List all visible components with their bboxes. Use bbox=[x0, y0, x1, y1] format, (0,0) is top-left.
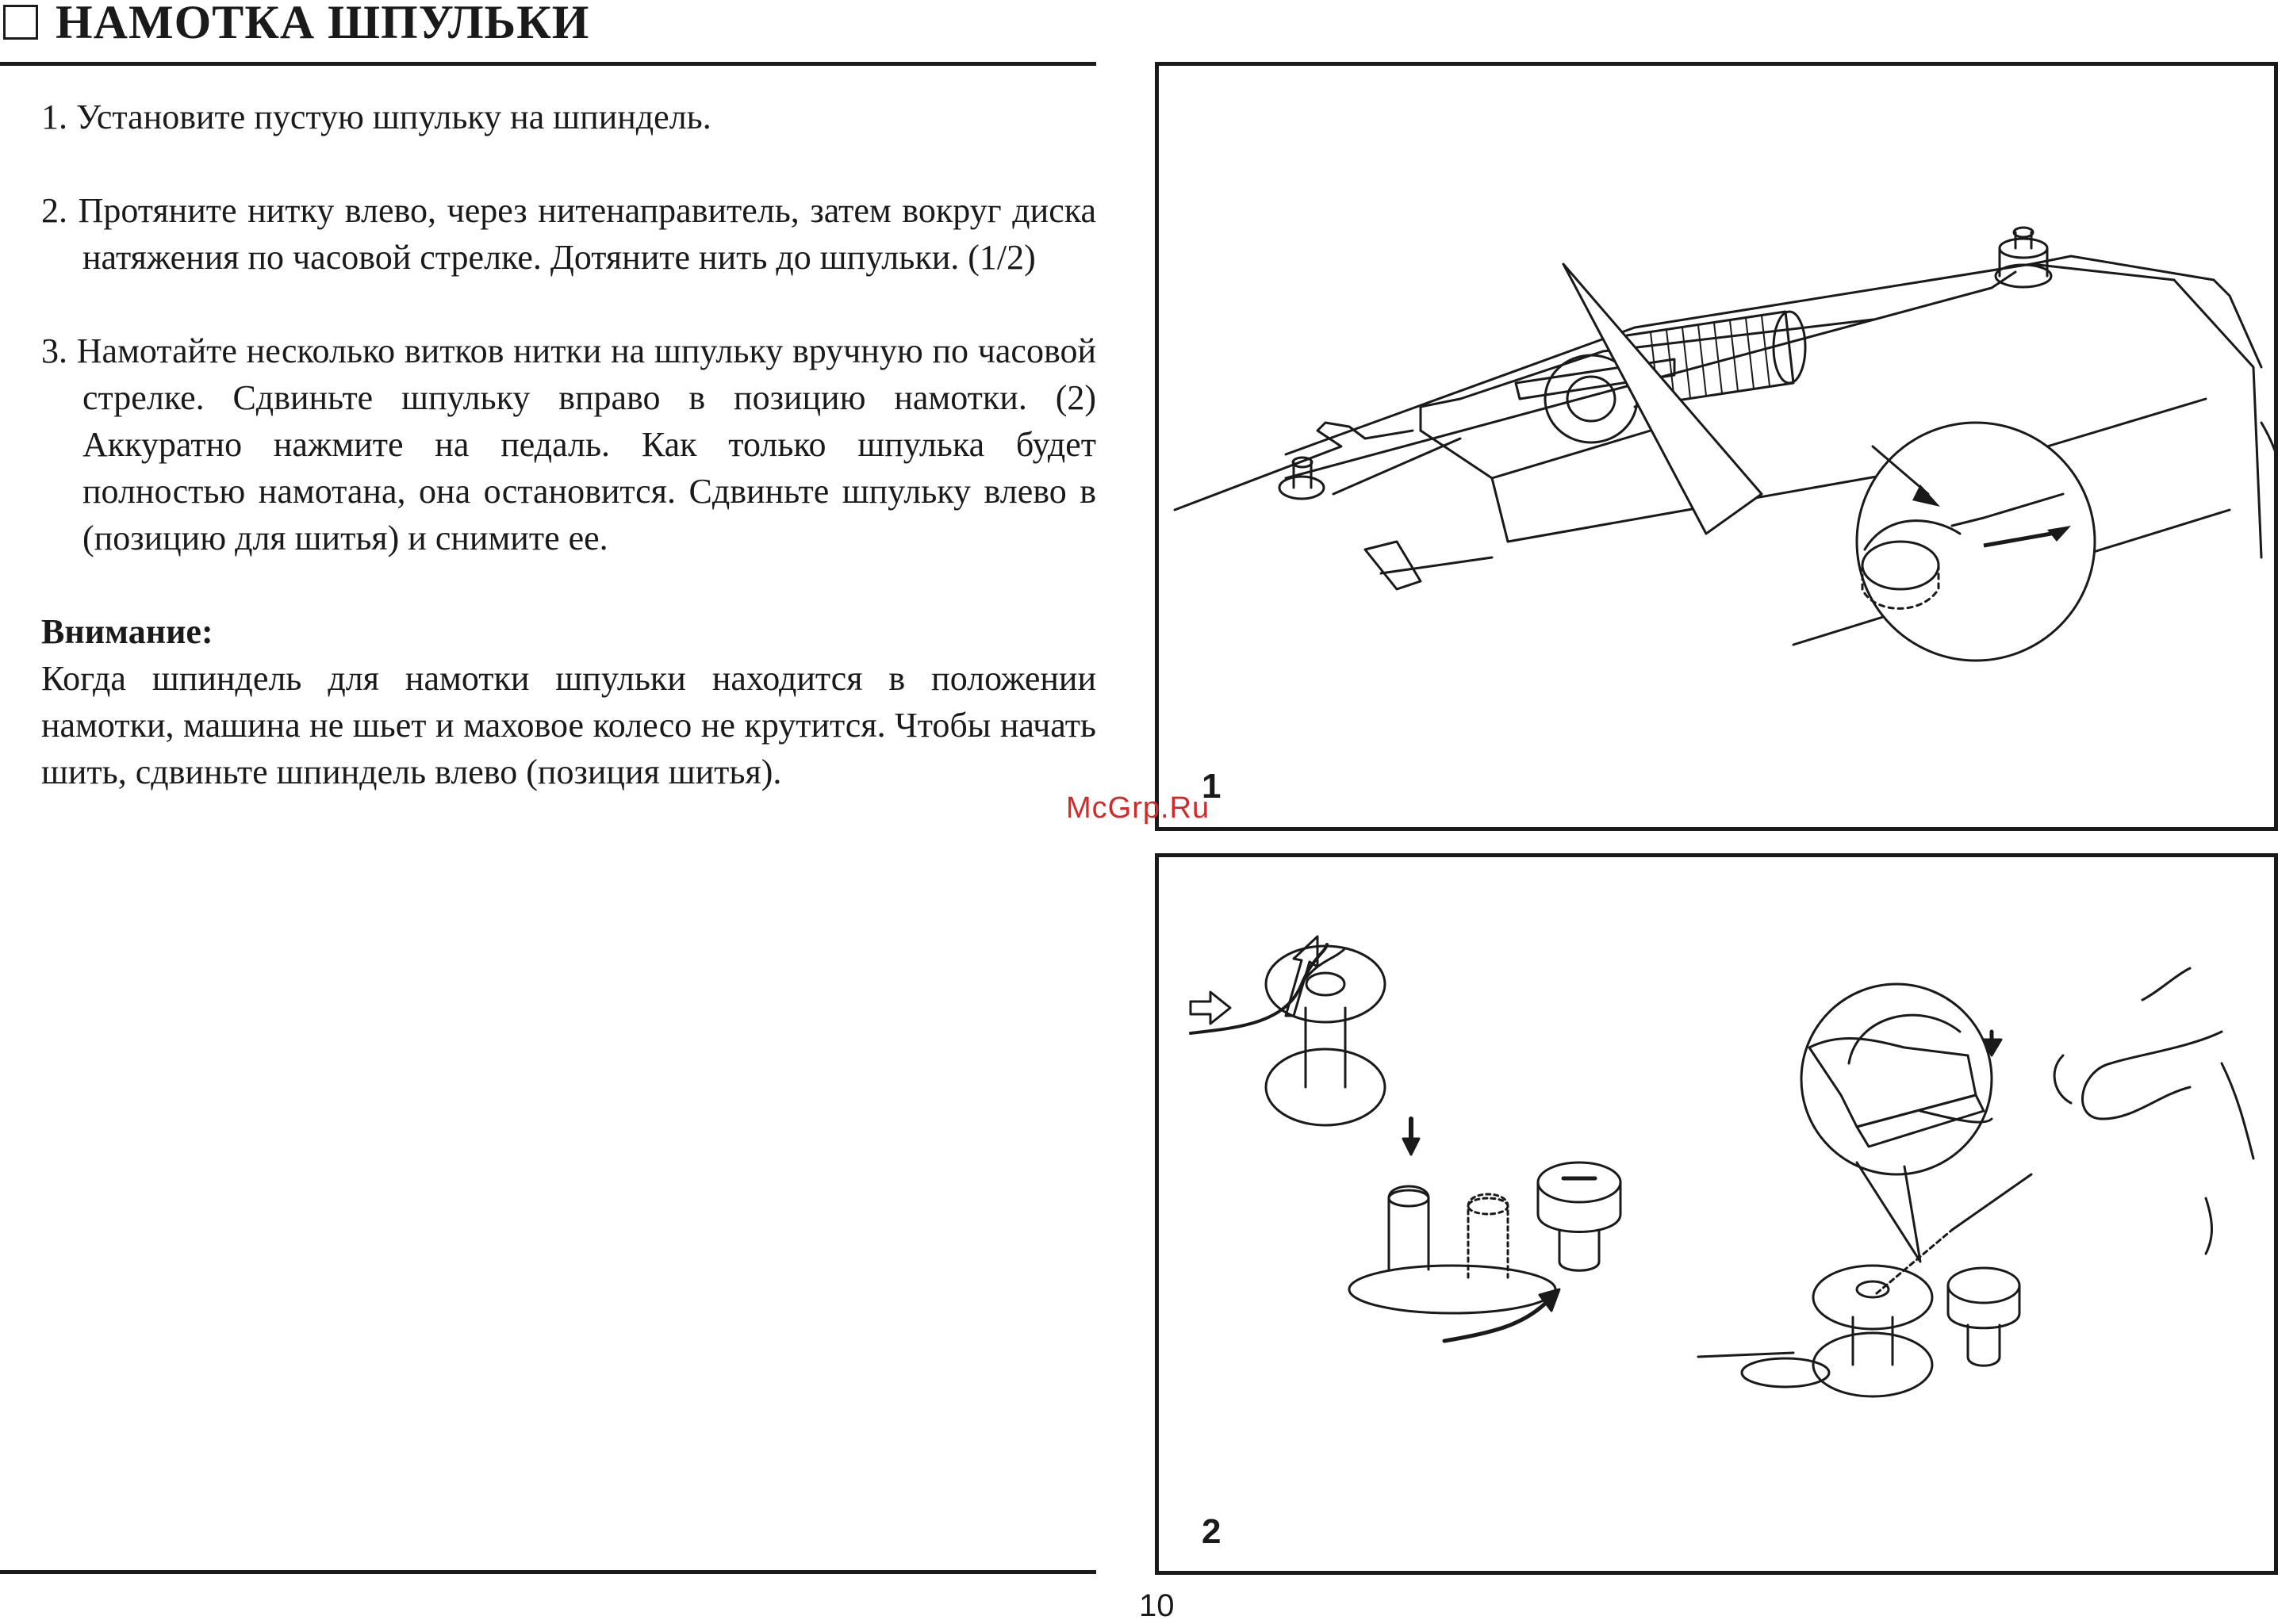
footer-rule bbox=[0, 1570, 1096, 1574]
bobbin-winding-illustration bbox=[1159, 857, 2274, 1571]
step-1: 1. Установите пустую шпульку на шпиндель. bbox=[41, 98, 711, 136]
attention-text: Когда шпиндель для намотки шпульки находится в положении намотки, машина не шьет и маховое колесо не крутится. Чтобы начать шить, сдвиньте шпиндель влево (позиция шитья). bbox=[41, 659, 1096, 791]
figure-2-number: 2 bbox=[1202, 1512, 1221, 1551]
page-title: НАМОТКА ШПУЛЬКИ bbox=[56, 0, 590, 48]
figure-2-panel bbox=[1155, 853, 2278, 1575]
instructions bbox=[41, 94, 1096, 795]
header-rule bbox=[0, 62, 1096, 66]
page-header bbox=[0, 0, 1096, 63]
step-2: 2. Протяните нитку влево, через нитенаправитель, затем вокруг диска натяжения по часовой стрелке. Дотяните нить до шпульки. (1/2) bbox=[41, 191, 1096, 277]
page-number: 10 bbox=[1139, 1588, 1175, 1623]
attention-title: Внимание: bbox=[41, 612, 213, 651]
watermark: McGrp.Ru bbox=[1066, 791, 1210, 825]
figure-1-panel bbox=[1155, 62, 2278, 831]
figure-1-number: 1 bbox=[1202, 767, 1221, 806]
title-checkbox bbox=[3, 5, 38, 40]
step-3: 3. Намотайте несколько витков нитки на шпульку вручную по часовой стрелке. Сдвиньте шпульку вправо в позицию намотки. (2) Аккуратно нажмите на педаль. Как только шпулька будет полностью намотана, она остановится. Сдвиньте шпульку влево в (позицию для шитья) и снимите ее. bbox=[41, 331, 1096, 557]
sewing-machine-illustration bbox=[1159, 66, 2274, 827]
